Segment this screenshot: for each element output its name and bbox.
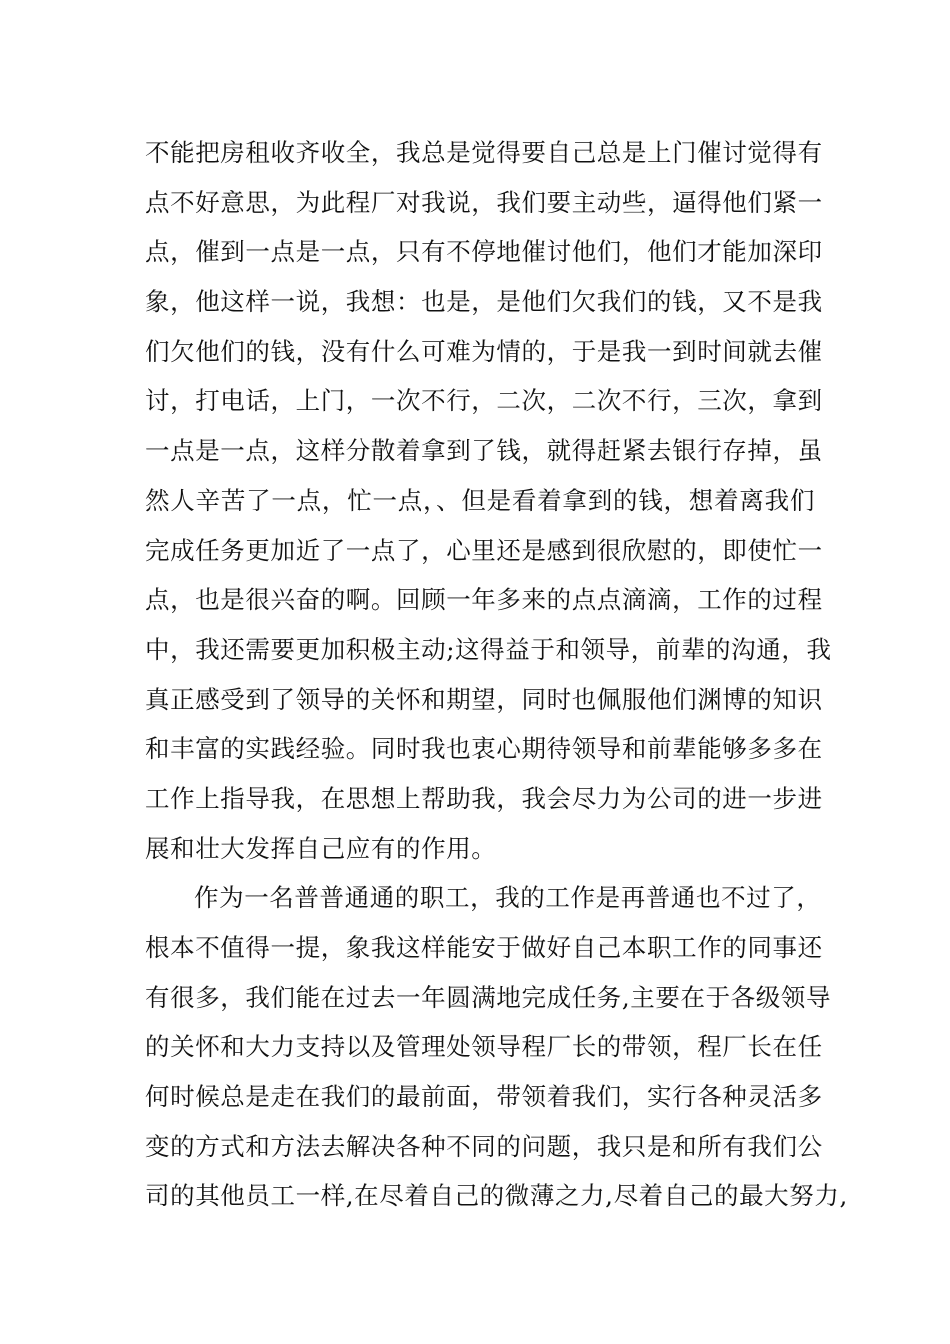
- paragraph-line: 们欠他们的钱，没有什么可难为情的，于是我一到时间就去催: [145, 336, 823, 366]
- paragraph-line: 点，催到一点是一点，只有不停地催讨他们，他们才能加深印: [145, 237, 823, 267]
- paragraph-line: 中，我还需要更加积极主动;这得益于和领导，前辈的沟通，我: [145, 634, 832, 664]
- paragraph-2: [145, 873, 848, 1221]
- paragraph-1: [145, 128, 832, 873]
- paragraph-line: 何时候总是走在我们的最前面，带领着我们，实行各种灵活多: [145, 1082, 823, 1112]
- paragraph-line: 工作上指导我，在思想上帮助我，我会尽力为公司的进一步进: [145, 783, 823, 813]
- paragraph-line: 真正感受到了领导的关怀和期望，同时也佩服他们渊博的知识: [145, 684, 823, 714]
- paragraph-line: 根本不值得一提，象我这样能安于做好自己本职工作的同事还: [145, 933, 823, 962]
- paragraph-line: 一点是一点，这样分散着拿到了钱，就得赶紧去银行存掉，虽: [145, 436, 823, 466]
- paragraph-line: 变的方式和方法去解决各种不同的问题，我只是和所有我们公: [145, 1131, 823, 1161]
- paragraph-line: 司的其他员工一样,在尽着自己的微薄之力,尽着自己的最大努力,: [145, 1181, 848, 1211]
- document-body: [145, 128, 848, 1221]
- paragraph-line: 点，也是很兴奋的啊。回顾一年多来的点点滴滴，工作的过程: [145, 585, 823, 615]
- paragraph-line: 展和壮大发挥自己应有的作用。: [145, 833, 497, 863]
- paragraph-line: 和丰富的实践经验。同时我也衷心期待领导和前辈能够多多在: [145, 734, 823, 764]
- paragraph-line: 的关怀和大力支持以及管理处领导程厂长的带领，程厂长在任: [145, 1032, 823, 1062]
- paragraph-line: 然人辛苦了一点，忙一点，、但是看着拿到的钱，想着离我们: [145, 485, 815, 515]
- paragraph-line: 有很多，我们能在过去一年圆满地完成任务,主要在于各级领导: [145, 982, 832, 1012]
- paragraph-line: 不能把房租收齐收全，我总是觉得要自己总是上门催讨觉得有: [145, 138, 823, 167]
- paragraph-line: 点不好意思，为此程厂对我说，我们要主动些，逼得他们紧一: [145, 187, 823, 217]
- paragraph-line: 作为一名普普通通的职工，我的工作是再普通也不过了，: [194, 883, 822, 913]
- paragraph-line: 象，他这样一说，我想：也是，是他们欠我们的钱，又不是我: [145, 287, 823, 317]
- paragraph-line: 讨，打电话，上门，一次不行，二次，二次不行，三次，拿到: [145, 386, 823, 416]
- paragraph-line: 完成任务更加近了一点了，心里还是感到很欣慰的，即使忙一: [145, 535, 823, 565]
